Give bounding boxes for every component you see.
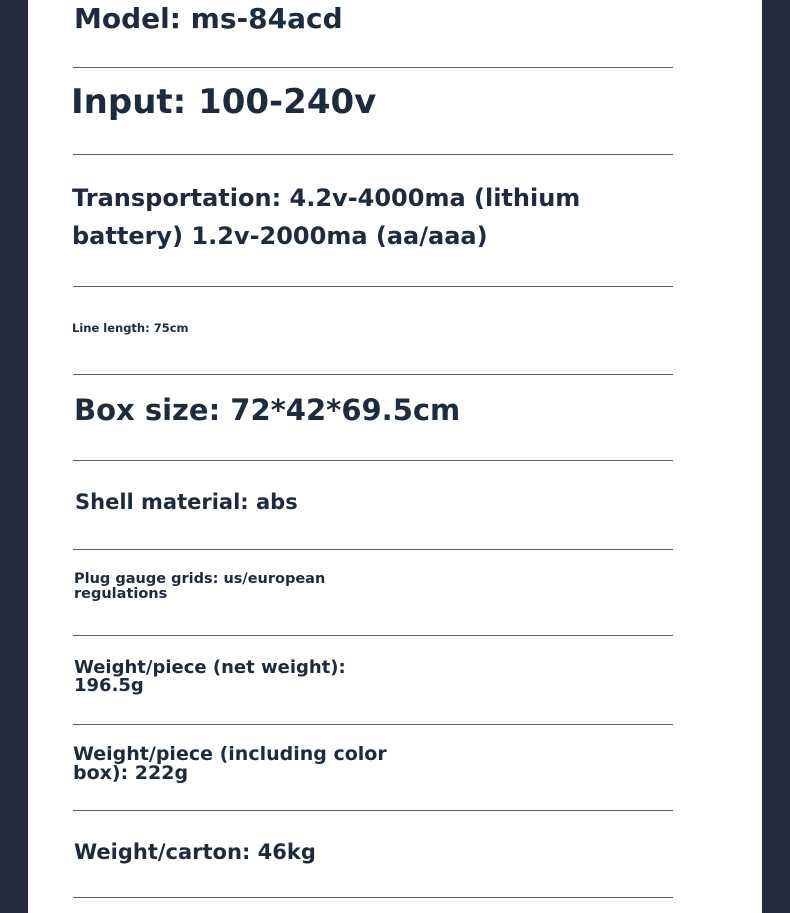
divider (73, 724, 673, 725)
spec-input: Input: 100-240v (71, 82, 377, 122)
spec-plug-gauge-line-2: regulations (74, 586, 168, 602)
divider (73, 286, 673, 287)
spec-plug-gauge-line-1: Plug gauge grids: us/european (74, 571, 326, 587)
divider (73, 154, 673, 155)
spec-transportation-line-2: battery) 1.2v-2000ma (aa/aaa) (72, 222, 488, 250)
spec-weight-with-box-line-1: Weight/piece (including color (73, 743, 387, 765)
divider (73, 810, 673, 811)
divider (73, 897, 673, 898)
spec-transportation (72, 179, 580, 255)
spec-box-size: Box size: 72*42*69.5cm (74, 393, 461, 427)
spec-sheet (28, 0, 762, 913)
spec-weight-carton: Weight/carton: 46kg (74, 840, 316, 864)
divider (73, 374, 673, 375)
divider (73, 635, 673, 636)
spec-weight-net-line-1: Weight/piece (net weight): (74, 657, 346, 678)
spec-weight-with-box (73, 745, 387, 783)
divider (73, 460, 673, 461)
spec-weight-with-box-line-2: box): 222g (73, 762, 189, 784)
spec-weight-net-line-2: 196.5g (74, 675, 144, 696)
spec-shell-material: Shell material: abs (75, 490, 298, 514)
spec-weight-net (74, 659, 346, 695)
spec-model: Model: ms-84acd (74, 2, 343, 35)
spec-plug-gauge (74, 572, 325, 602)
divider (73, 549, 673, 550)
spec-transportation-line-1: Transportation: 4.2v-4000ma (lithium (72, 184, 581, 212)
divider (73, 67, 673, 68)
spec-line-length: Line length: 75cm (72, 321, 189, 335)
